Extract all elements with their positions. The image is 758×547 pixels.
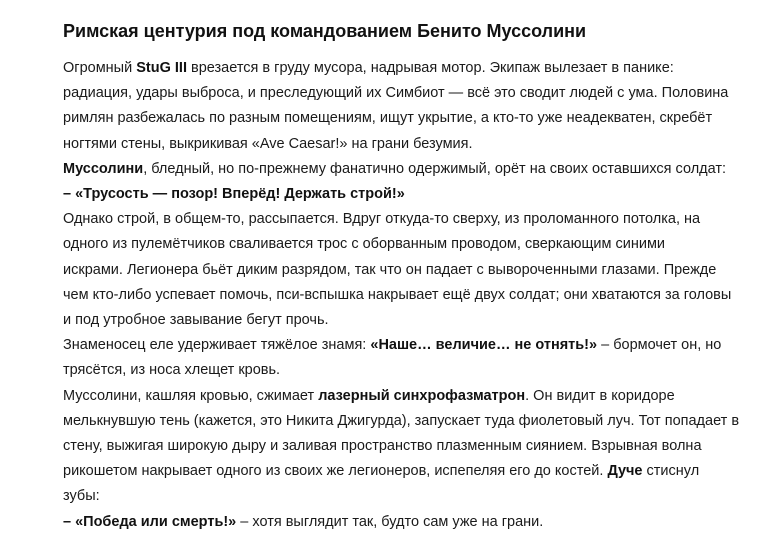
text-line: [63, 106, 753, 131]
text-span: стену, выжигая широкую дыру и заливая пространство плазменным сиянием. Взрывная волна: [63, 438, 702, 455]
text-line: [63, 358, 753, 383]
text-line: [63, 459, 753, 484]
text-span: одного из пулемётчиков сваливается трос с оборванным проводом, сверкающим синими: [63, 236, 666, 253]
text-line: [63, 333, 753, 358]
text-line: [63, 207, 753, 232]
text-span: мелькнувшую тень (кажется, это Никита Джигурда), запускает туда фиолетовый луч. Тот попадает в: [63, 412, 740, 429]
text-line: [63, 484, 753, 509]
text-span: , бледный, но по-прежнему фанатично одержимый, орёт на своих оставшихся солдат:: [143, 160, 727, 177]
text-line: [63, 510, 753, 535]
text-line: [63, 132, 753, 157]
text-span: трясётся, из носа хлещет кровь.: [63, 362, 281, 379]
text-span: стиснул: [642, 463, 700, 480]
text-span: искрами. Легионера бьёт диким разрядом, так что он падает с вывороченными глазами. Прежде: [63, 261, 717, 278]
text-span: Знаменосец еле удерживает тяжёлое знамя:: [63, 337, 371, 354]
bold-text: – «Победа или смерть!»: [63, 513, 237, 530]
document: [63, 18, 753, 535]
text-span: . Он видит в коридоре: [525, 387, 675, 404]
text-span: радиация, удары выброса, и преследующий их Симбиот — всё это сводит людей с ума. Половина: [63, 85, 729, 102]
text-line: [63, 157, 753, 182]
text-span: римлян разбежалась по разным помещениям, ищут укрытие, а кто-то уже неадекватен, скребёт: [63, 110, 713, 127]
text-line: [63, 81, 753, 106]
document-body: [63, 56, 753, 535]
bold-text: Муссолини: [63, 160, 144, 177]
document-title: Римская центурия под командованием Бенито Муссолини: [63, 21, 587, 41]
text-line: [63, 182, 753, 207]
text-span: врезается в груду мусора, надрывая мотор. Экипаж вылезает в панике:: [186, 60, 674, 76]
text-line: [63, 434, 753, 459]
bold-text: лазерный синхрофазматрон: [318, 387, 526, 404]
text-span: – бормочет он, но: [597, 337, 722, 354]
text-line: [63, 384, 753, 409]
text-span: Огромный: [63, 60, 137, 76]
text-line: [63, 232, 753, 257]
text-line: [63, 409, 753, 434]
text-span: Однако строй, в общем-то, рассыпается. Вдруг откуда-то сверху, из проломанного потолка, на: [63, 211, 701, 228]
bold-text: StuG III: [136, 60, 187, 76]
text-line: [63, 308, 753, 333]
bold-text: – «Трусость — позор! Вперёд! Держать строй!»: [63, 186, 405, 203]
text-line: [63, 283, 753, 308]
bold-text: Дуче: [607, 463, 643, 480]
text-span: зубы:: [63, 488, 100, 505]
text-span: – хотя выглядит так, будто сам уже на грани.: [236, 513, 544, 530]
text-line: [63, 56, 753, 81]
text-line: [63, 258, 753, 283]
text-span: и под утробное завывание бегут прочь.: [63, 312, 329, 329]
text-span: Муссолини, кашляя кровью, сжимает: [63, 387, 319, 404]
text-span: рикошетом накрывает одного из своих же легионеров, испепеляя его до костей.: [63, 463, 608, 480]
text-span: ногтями стены, выкрикивая «Ave Caesar!» на грани безумия.: [63, 135, 473, 152]
text-span: чем кто-либо успевает помочь, пси-вспышка накрывает ещё двух солдат; они хватаются за головы: [63, 286, 732, 303]
bold-text: «Наше… величие… не отнять!»: [370, 337, 598, 354]
